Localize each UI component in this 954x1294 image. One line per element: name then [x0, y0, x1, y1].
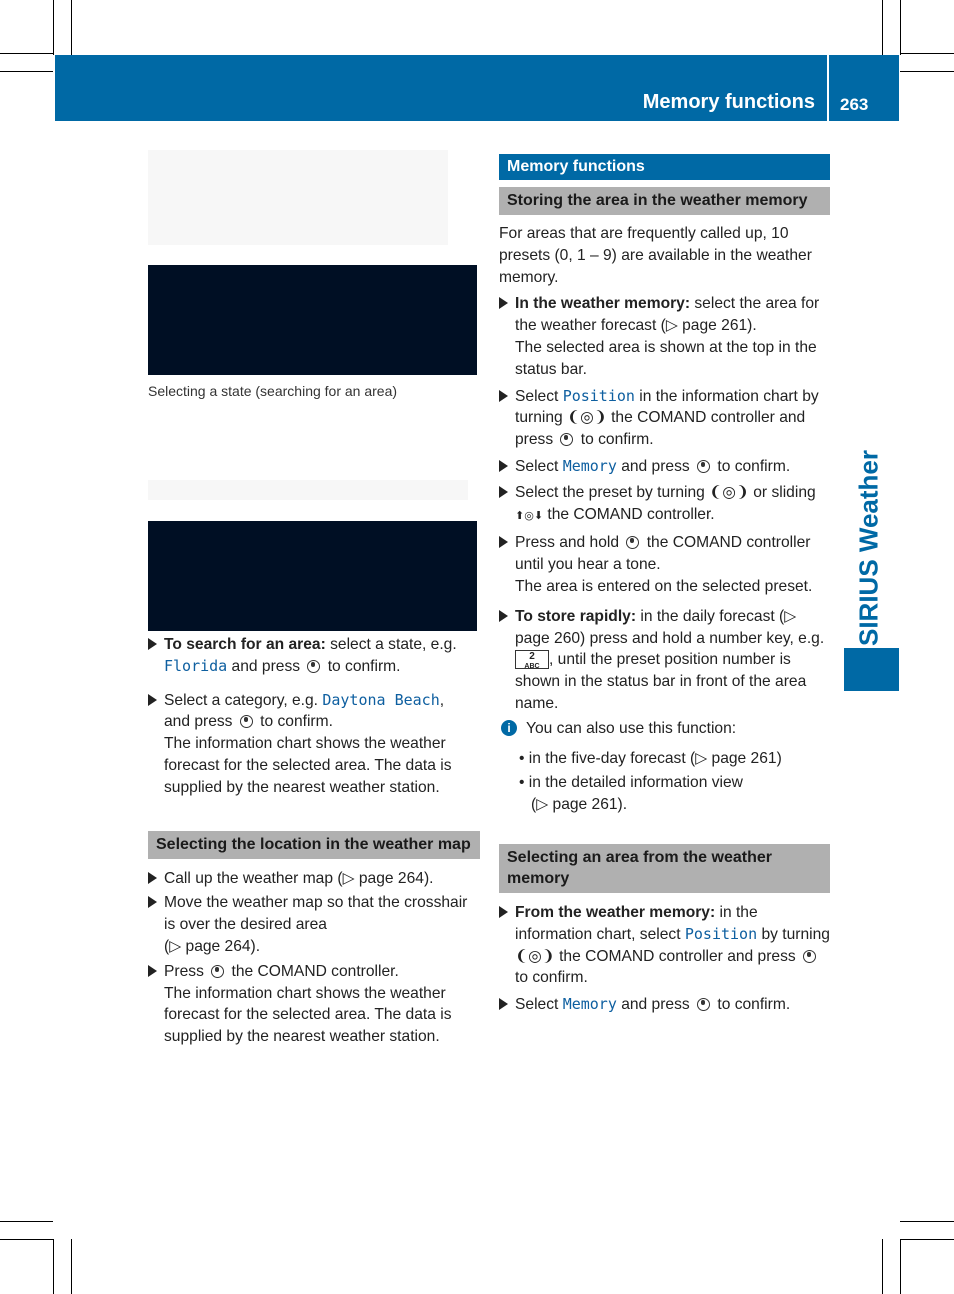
step-select-position: Select Position in the information chart by turning ❨◎❩ the COMAND controller and press to confirm. — [499, 386, 830, 451]
step-arrow-icon — [148, 694, 157, 706]
press-controller-icon — [697, 998, 710, 1011]
step-select-memory-2: Select Memory and press to confirm. — [499, 994, 830, 1016]
step-arrow-icon — [148, 872, 157, 884]
crop-mark — [0, 53, 53, 54]
info-note: i You can also use this function: — [499, 718, 830, 740]
crop-mark — [900, 71, 954, 72]
crop-mark — [53, 1239, 54, 1294]
crop-mark — [0, 1239, 53, 1240]
page-header — [55, 55, 899, 121]
header-divider — [827, 55, 829, 121]
section-heading-memory: Memory functions — [499, 154, 830, 180]
step-arrow-icon — [499, 297, 508, 309]
step-arrow-icon — [499, 390, 508, 402]
press-controller-icon — [560, 433, 573, 446]
step-select-memory: Select Memory and press to confirm. — [499, 456, 830, 478]
step-arrow-icon — [499, 486, 508, 498]
step-search-area: To search for an area: select a state, e.g. Florida and press to confirm. — [148, 634, 480, 678]
figure-caption: Selecting a state (searching for an area) — [148, 383, 398, 399]
faint-screen-artifact — [148, 480, 468, 500]
step-arrow-icon — [499, 460, 508, 472]
press-controller-icon — [697, 460, 710, 473]
press-controller-icon — [626, 536, 639, 549]
step-arrow-icon — [499, 906, 508, 918]
crop-mark — [900, 0, 901, 55]
subheading-selecting: Selecting an area from the weather memory — [499, 844, 830, 893]
screenshot-state-selection — [148, 265, 477, 375]
step-move-map: Move the weather map so that the crosshair is over the desired area (▷ page 264). — [148, 892, 480, 957]
crop-mark — [882, 0, 883, 55]
step-press-hold: Press and hold the COMAND controller until you hear a tone. The area is entered on the selected preset. — [499, 532, 830, 597]
crop-mark — [53, 0, 54, 55]
chapter-label: SIRIUS Weather — [853, 449, 884, 647]
faint-screen-artifact — [148, 150, 448, 245]
section-heading-weather-map: Selecting the location in the weather map — [148, 831, 480, 859]
crop-mark — [71, 0, 72, 55]
step-arrow-icon — [148, 638, 157, 650]
crop-mark — [900, 1239, 954, 1240]
subheading-storing: Storing the area in the weather memory — [499, 187, 830, 215]
left-column — [148, 634, 480, 1048]
slide-controller-icon: ⬆◎⬇ — [515, 509, 544, 522]
crop-mark — [882, 1239, 883, 1294]
crop-mark — [900, 1221, 954, 1222]
intro-text: For areas that are frequently called up, 10 presets (0, 1 – 9) are available in the weather memory. — [499, 225, 812, 286]
chapter-tab — [844, 648, 899, 691]
info-bullet-detailed: • in the detailed information view (▷ page 261). — [519, 774, 743, 814]
step-select-preset: Select the preset by turning ❨◎❩ or sliding ⬆◎⬇ the COMAND controller. — [499, 482, 830, 528]
step-press-controller: Press the COMAND controller. The information chart shows the weather forecast for the selected area. The data is supplied by the nearest weather station. — [148, 961, 480, 1048]
right-column — [499, 154, 830, 1016]
crop-mark — [0, 1221, 53, 1222]
crop-mark — [0, 71, 53, 72]
info-bullet-five-day: • in the five-day forecast (▷ page 261) — [519, 749, 782, 767]
crop-mark — [900, 1239, 901, 1294]
turn-controller-icon: ❨◎❩ — [567, 409, 607, 427]
crop-mark — [900, 53, 954, 54]
step-select-category: Select a category, e.g. Daytona Beach, and press to confirm. The information chart shows the weather forecast for the selected area. The data is supplied by the nearest weather station. — [148, 690, 480, 799]
step-weather-memory: In the weather memory: select the area for the weather forecast (▷ page 261). The selected area is shown at the top in the status bar. — [499, 293, 830, 380]
turn-controller-icon: ❨◎❩ — [515, 947, 555, 965]
step-store-rapidly: To store rapidly: in the daily forecast (▷ page 260) press and hold a number key, e.g. 2 ABC , until the preset position number is shown in the status bar in front of the area name. — [499, 606, 830, 715]
press-controller-icon — [240, 715, 253, 728]
step-arrow-icon — [148, 965, 157, 977]
section-title: Memory functions — [642, 91, 815, 113]
press-controller-icon — [211, 965, 224, 978]
step-arrow-icon — [499, 536, 508, 548]
step-from-memory: From the weather memory: in the information chart, select Position by turning ❨◎❩ the COMAND controller and press to confirm. — [499, 902, 830, 989]
page-number: 263 — [840, 95, 869, 114]
step-arrow-icon — [499, 998, 508, 1010]
step-call-weather-map: Call up the weather map (▷ page 264). — [148, 868, 480, 890]
info-icon: i — [501, 720, 517, 736]
press-controller-icon — [803, 950, 816, 963]
crop-mark — [71, 1239, 72, 1294]
number-key-2-icon: 2 ABC — [515, 650, 549, 669]
step-arrow-icon — [148, 896, 157, 908]
press-controller-icon — [307, 660, 320, 673]
step-arrow-icon — [499, 610, 508, 622]
turn-controller-icon: ❨◎❩ — [709, 483, 749, 501]
screenshot-category-selection — [148, 521, 477, 631]
